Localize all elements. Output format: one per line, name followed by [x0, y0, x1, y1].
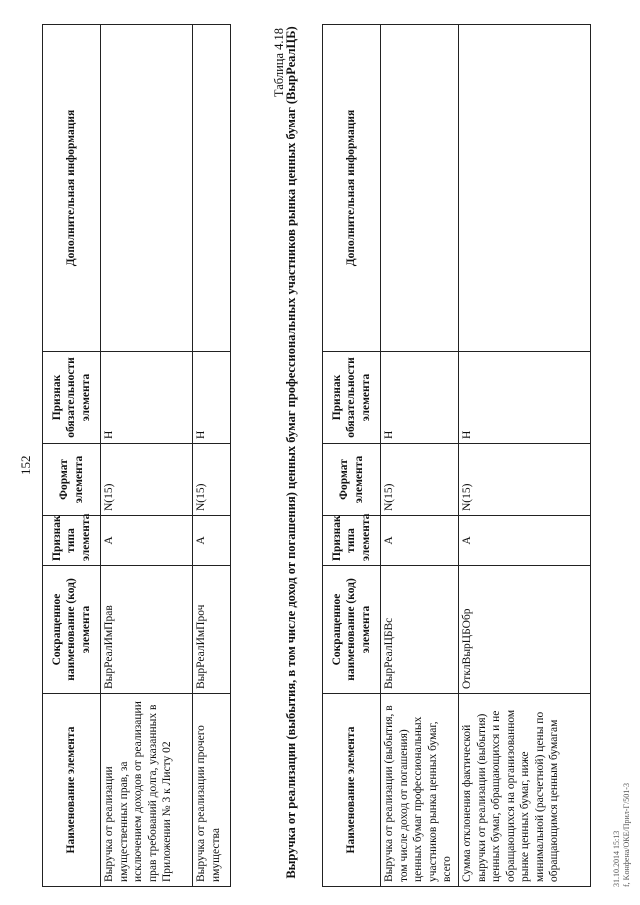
table-number: Таблица 4.18	[272, 28, 286, 98]
header-mandatory: Признак обязательности элемента	[323, 352, 381, 444]
table-row	[381, 25, 459, 887]
header-name: Наименование элемента	[323, 694, 381, 887]
cell-mandatory: Н	[381, 352, 459, 444]
cell-type: А	[459, 516, 591, 566]
header-name: Наименование элемента	[43, 694, 101, 887]
table-4-18	[322, 24, 591, 887]
cell-format: N(15)	[193, 444, 231, 516]
cell-code: ОтклВырЦБОбр	[459, 566, 591, 694]
page-footer	[612, 783, 632, 887]
cell-info	[381, 25, 459, 352]
cell-name: Выручка от реализации (выбытия, в том числе доход от погашения) ценных бумаг профессиональных участников рынка ценных бумаг, всего	[381, 694, 459, 887]
footer-line-1: 31.10.2014 15:13	[612, 830, 621, 887]
cell-type: А	[193, 516, 231, 566]
cell-code: ВырРеалИмПрав	[101, 566, 193, 694]
cell-code: ВырРеалЦБВс	[381, 566, 459, 694]
cell-name: Сумма отклонения фактической выручки от реализации (выбытия) ценных бумаг, обращающихся и не обращающихся на организованном рынке ценных бумаг, ниже минимальной (расчетной) цены по обращающимся ценным бумагам	[459, 694, 591, 887]
cell-name: Выручка от реализации прочего имущества	[193, 694, 231, 887]
cell-mandatory: Н	[193, 352, 231, 444]
cell-code: ВырРеалИмПроч	[193, 566, 231, 694]
header-code: Сокращенное наименование (код) элемента	[323, 566, 381, 694]
header-type: Признак типа элемента	[323, 516, 381, 566]
header-info: Дополнительная информация	[323, 25, 381, 352]
table-row	[193, 25, 231, 887]
table-caption: Выручка от реализации (выбытия, в том числе доход от погашения) ценных бумаг профессиональных участников рынка ценных бумаг (ВырРеалЦБ)	[284, 26, 298, 879]
table1-header-row	[43, 25, 101, 887]
cell-format: N(15)	[381, 444, 459, 516]
cell-info	[459, 25, 591, 352]
cell-mandatory: Н	[101, 352, 193, 444]
table-row	[101, 25, 193, 887]
cell-format: N(15)	[101, 444, 193, 516]
cell-info	[193, 25, 231, 352]
table-row	[459, 25, 591, 887]
cell-format: N(15)	[459, 444, 591, 516]
cell-type: А	[101, 516, 193, 566]
header-mandatory: Признак обязательности элемента	[43, 352, 101, 444]
footer-line-2: f, Koнфeнa/ОКE/Прил-Г/501-3	[622, 783, 631, 887]
header-format: Формат элемента	[323, 444, 381, 516]
header-format: Формат элемента	[43, 444, 101, 516]
header-info: Дополнительная информация	[43, 25, 101, 352]
cell-type: А	[381, 516, 459, 566]
page-number: 152	[18, 455, 33, 475]
table-continued	[42, 24, 231, 887]
header-code: Сокращенное наименование (код) элемента	[43, 566, 101, 694]
table2-header-row	[323, 25, 381, 887]
cell-mandatory: Н	[459, 352, 591, 444]
header-type: Признак типа элемента	[43, 516, 101, 566]
cell-info	[101, 25, 193, 352]
cell-name: Выручка от реализации имущественных прав, за исключением доходов от реализации прав требований долга, указанных в Приложении № 3 к Листу 02	[101, 694, 193, 887]
